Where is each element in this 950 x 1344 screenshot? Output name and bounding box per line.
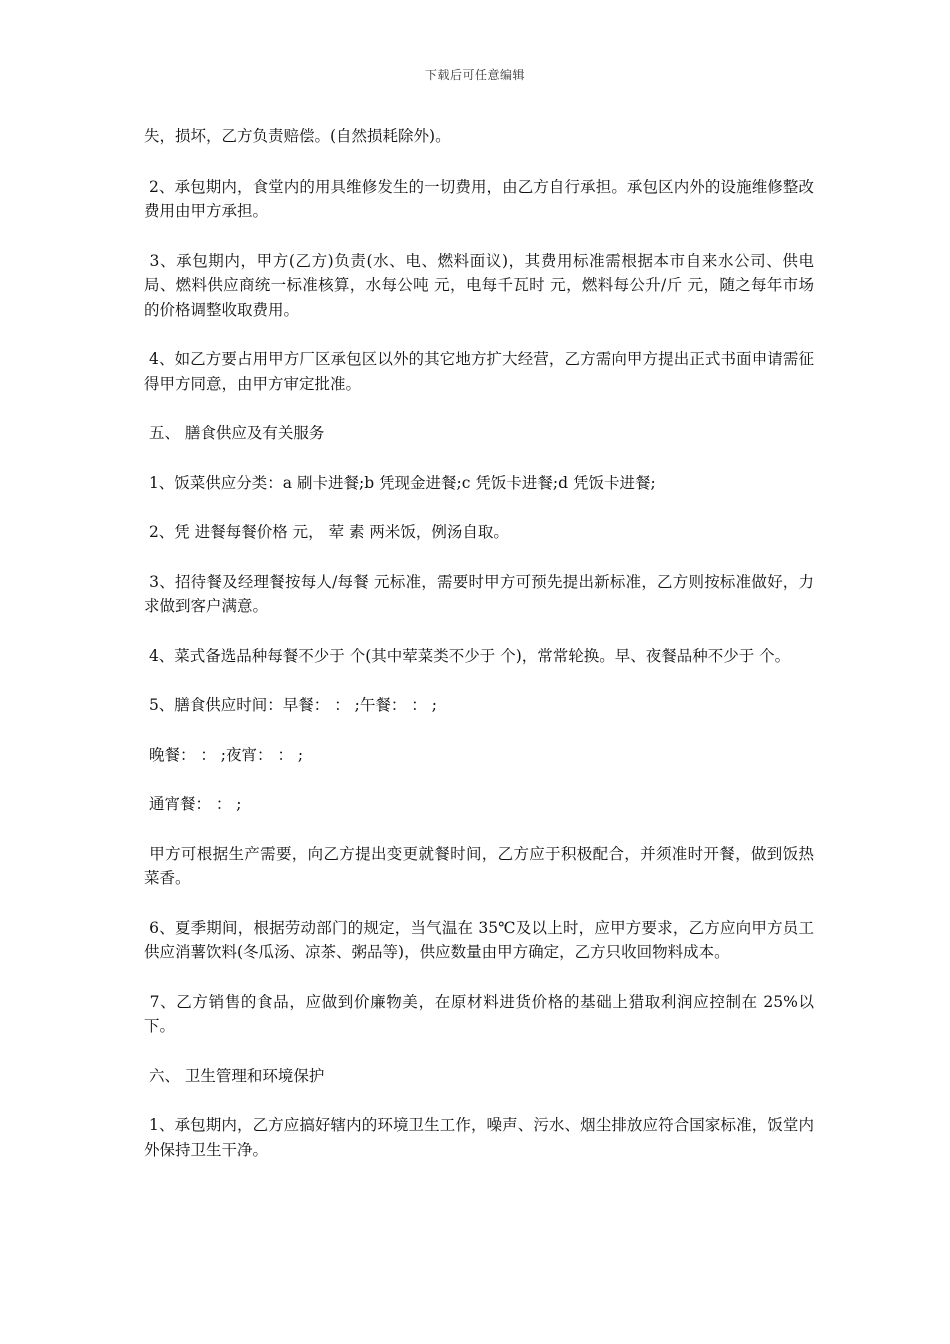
paragraph-pricing-profit: 7、乙方销售的食品，应做到价廉物美，在原材料进货价格的基础上猎取利润应控制在 25%以下。 <box>144 992 814 1035</box>
paragraph-meal-price: 2、凭 进餐每餐价格 元， 荤 素 两米饭，例汤自取。 <box>144 523 509 541</box>
paragraph-repair-costs: 2、承包期内，食堂内的用具维修发生的一切费用，由乙方自行承担。承包区内外的设施维修整改费用由甲方承担。 <box>144 177 814 220</box>
page-header: 下载后可任意编辑 <box>424 68 525 82</box>
paragraph-meal-categories: 1、饭菜供应分类：a 刷卡进餐;b 凭现金进餐;c 凭饭卡进餐;d 凭饭卡进餐; <box>144 473 656 492</box>
paragraph-reception-meals: 3、招待餐及经理餐按每人/每餐 元标准，需要时甲方可预先提出新标准，乙方则按标准做好，力求做到客户满意。 <box>144 572 814 615</box>
section-heading-meal-supply: 五、 膳食供应及有关服务 <box>144 424 325 442</box>
paragraph-meal-times: 5、膳食供应时间：早餐： ： ;午餐： ： ; <box>144 696 437 714</box>
paragraph-expansion: 4、如乙方要占用甲方厂区承包区以外的其它地方扩大经营，乙方需向甲方提出正式书面申请需征得甲方同意，由甲方审定批准。 <box>144 350 814 393</box>
paragraph-summer-drinks: 6、夏季期间，根据劳动部门的规定，当气温在 35℃及以上时，应甲方要求，乙方应向甲方员工供应消薯饮料(冬瓜汤、凉茶、粥品等)，供应数量由甲方确定，乙方只收回物料成本。 <box>144 918 814 961</box>
paragraph-menu-variety: 4、菜式备选品种每餐不少于 个(其中荤菜类不少于 个)，常常轮换。早、夜餐品种不少于 个。 <box>144 646 791 665</box>
paragraph-environment: 1、承包期内，乙方应搞好辖内的环境卫生工作，噪声、污水、烟尘排放应符合国家标准，饭堂内外保持卫生干净。 <box>144 1116 814 1159</box>
paragraph-utility-costs: 3、承包期内，甲方(乙方)负责(水、电、燃料面议)，其费用标准需根据本市自来水公司、供电局、燃料供应商统一标准核算，水每公吨 元，电每千瓦时 元，燃料每公升/斤 元，随之每年市场的价格调整收取费用。 <box>144 251 814 319</box>
paragraph-evening-times: 晚餐： ： ;夜宵： ： ; <box>144 745 304 764</box>
paragraph-compensation: 失，损坏，乙方负责赔偿。(自然损耗除外)。 <box>144 127 451 145</box>
paragraph-schedule-change: 甲方可根据生产需要，向乙方提出变更就餐时间，乙方应于积极配合，并须准时开餐，做到饭热菜香。 <box>144 844 814 887</box>
document-body <box>144 124 814 1187</box>
section-heading-hygiene: 六、 卫生管理和环境保护 <box>144 1066 325 1085</box>
paragraph-overnight-times: 通宵餐： ： ; <box>144 795 242 813</box>
